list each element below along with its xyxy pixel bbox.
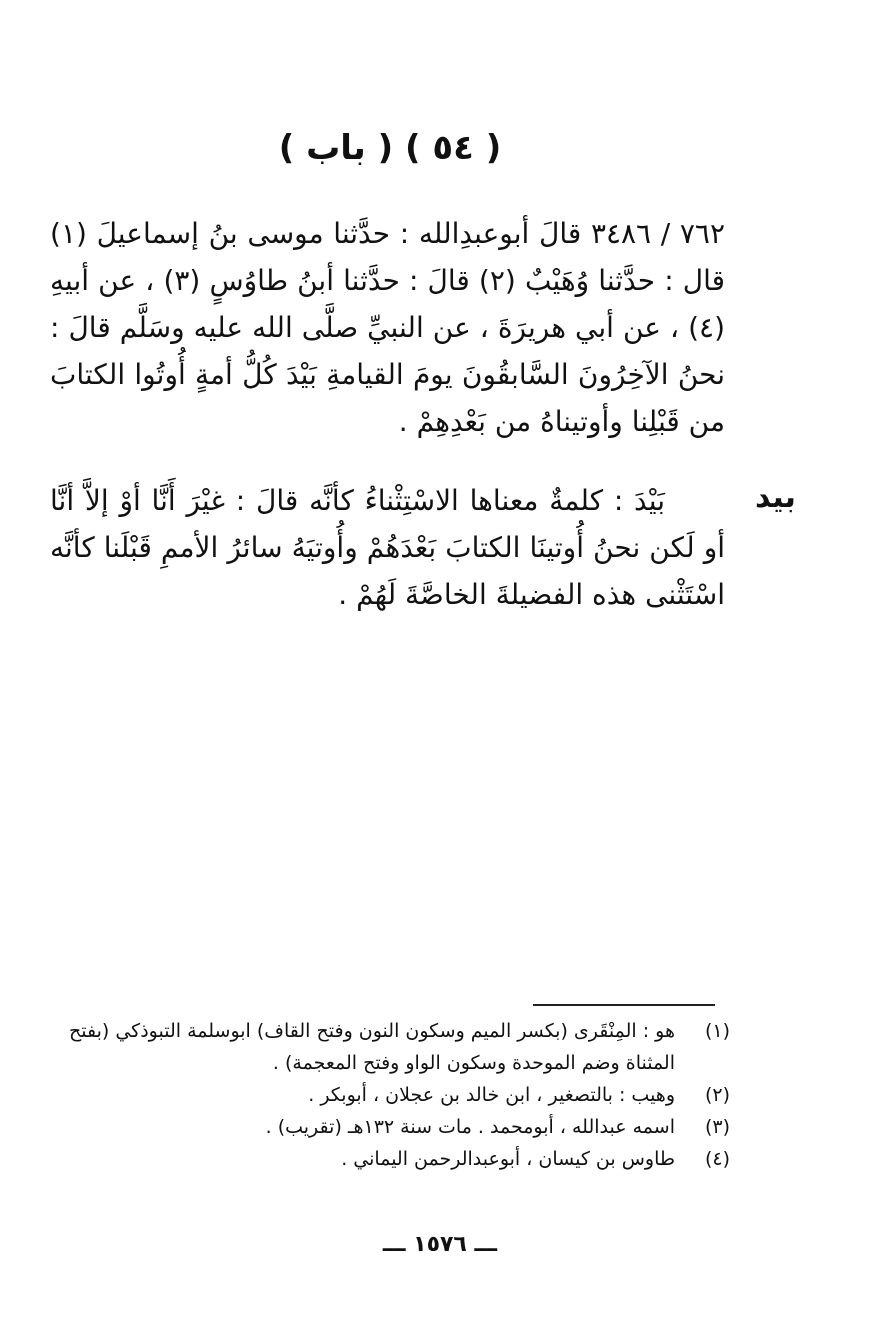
- footnote-number: (٤): [704, 1148, 730, 1170]
- footnote-divider: [533, 1004, 715, 1006]
- footnote-item: [50, 1143, 730, 1175]
- footnote-item: [50, 1111, 730, 1143]
- footnote-number: (١): [704, 1020, 730, 1042]
- footnote-number: (٢): [704, 1084, 730, 1106]
- footnotes: [50, 1015, 730, 1175]
- footnote-text: هو : المِنْقَرى (بكسر الميم وسكون النون وفتح القاف) ابوسلمة التبوذكي (بفتح المثناة وضم الموحدة وسكون الواو وفتح المعجمة) .: [68, 1020, 675, 1074]
- margin-keyword: بيد: [755, 480, 796, 515]
- gloss-text: بَيْدَ : كلمةٌ معناها الاسْتِثْناءُ كأنَّه قالَ : غيْرَ أَنَّا أوْ إلاَّ أنَّا أو لَكن نحنُ أُوتينَا الكتابَ بَعْدَهُمْ وأُوتيَهُ سائرُ الأممِ قَبْلَنا كأنَّه اسْتَثْنى هذه الفضيلةَ الخاصَّةَ لَهُمْ .: [50, 484, 725, 611]
- footnote-text: طاوس بن كيسان ، أبوعبدالرحمن اليماني .: [341, 1148, 675, 1170]
- page-number: ـــ ١٥٧٦ ـــ: [382, 1232, 498, 1257]
- hadith-text: ٧٦٢ / ٣٤٨٦ قالَ أبوعبدِالله : حدَّثنا موسى بنُ إسماعيلَ (١) قال : حدَّثنا وُهَيْبٌ (٢) قالَ : حدَّثنا أبنُ طاوُسٍ (٣) ، عن أبيهِ (٤) ، عن أبي هريرَةَ ، عن النبيِّ صلَّى الله عليه وسَلَّم قالَ : نحنُ الآخِرُونَ السَّابقُونَ يومَ القيامةِ بَيْدَ كُلُّ أمةٍ أُوتُوا الكتابَ من قَبْلِنا وأوتيناهُ من بَعْدِهِمْ .: [50, 217, 726, 438]
- footnote-item: [50, 1015, 730, 1079]
- footnote-text: وهيب : بالتصغير ، ابن خالد بن عجلان ، أبوبكر .: [308, 1084, 675, 1106]
- footnote-item: [50, 1079, 730, 1111]
- footnote-number: (٣): [704, 1116, 730, 1138]
- chapter-heading: ( ٥٤ ) ( باب ): [278, 128, 502, 168]
- footnote-text: اسمه عبدالله ، أبومحمد . مات سنة ١٣٢هـ (تقريب) .: [265, 1116, 675, 1138]
